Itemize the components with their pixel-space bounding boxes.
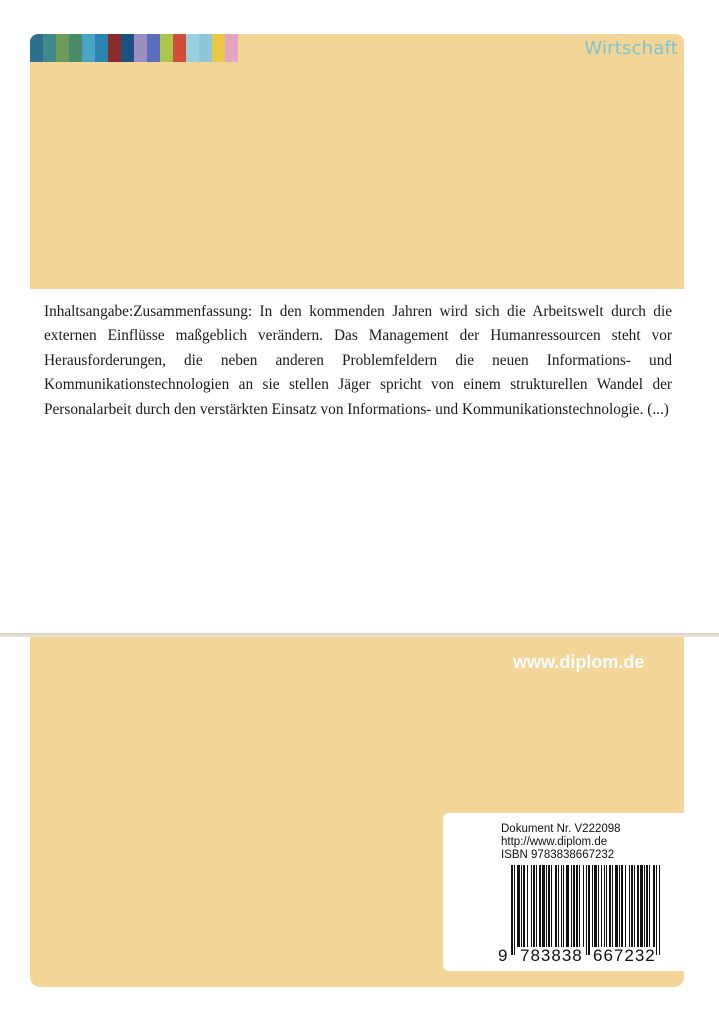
barcode-bar bbox=[583, 865, 584, 947]
barcode-bar bbox=[606, 865, 607, 947]
document-number: Dokument Nr. V222098 bbox=[501, 823, 621, 835]
color-stripe-bar bbox=[30, 34, 238, 62]
barcode-bar bbox=[527, 865, 528, 947]
color-stripe bbox=[82, 34, 95, 62]
cover-top-panel bbox=[30, 34, 684, 289]
barcode-bar bbox=[653, 865, 655, 947]
barcode-bar bbox=[637, 865, 639, 947]
color-stripe bbox=[199, 34, 212, 62]
barcode-bar bbox=[548, 865, 550, 947]
barcode-bar bbox=[656, 865, 657, 955]
barcode-bar bbox=[517, 865, 520, 947]
color-stripe bbox=[30, 34, 43, 62]
barcode-bar bbox=[594, 865, 597, 947]
barcode-bar bbox=[542, 865, 545, 947]
barcode-bar bbox=[625, 865, 626, 947]
barcode-bar bbox=[539, 865, 541, 947]
barcode-bar bbox=[612, 865, 613, 947]
barcode-bar bbox=[592, 865, 593, 947]
barcode-bar bbox=[576, 865, 578, 947]
barcode-bar bbox=[644, 865, 645, 947]
barcode-bar bbox=[604, 865, 605, 947]
color-stripe bbox=[225, 34, 238, 62]
barcode-bar bbox=[646, 865, 648, 947]
barcode-first-digit: 9 bbox=[498, 946, 509, 965]
document-url[interactable]: http://www.diplom.de bbox=[501, 836, 608, 848]
barcode-bar bbox=[546, 865, 547, 947]
barcode-bar bbox=[571, 865, 572, 947]
color-stripe bbox=[121, 34, 134, 62]
abstract-text: Inhaltsangabe:Zusammenfassung: In den kommenden Jahren wird sich die Arbeitswelt durch die externen Einflüsse maßgeblich verändern. Das Management der Humanressourcen steht vor Herausforderungen, die neben anderen Problemfeldern die neuen Informations- und Kommunikationstechnologien an sie stellen Jäger spricht von einem strukturellen Wandel der Personalarbeit durch den verstärkten Einsatz von Informations- und Kommunikationstechnologie. (...) bbox=[44, 303, 672, 418]
barcode-bar bbox=[561, 865, 562, 947]
color-stripe bbox=[56, 34, 69, 62]
barcode-bar bbox=[563, 865, 564, 947]
barcode-bar bbox=[573, 865, 575, 947]
barcode-bar bbox=[523, 865, 525, 947]
barcode-bar bbox=[588, 865, 590, 955]
barcode-bar bbox=[640, 865, 643, 947]
barcode-bar bbox=[536, 865, 537, 947]
color-stripe bbox=[43, 34, 56, 62]
barcode-bar bbox=[511, 865, 513, 955]
color-stripe bbox=[147, 34, 160, 62]
barcode-bar bbox=[609, 865, 611, 947]
color-stripe bbox=[186, 34, 199, 62]
barcode-left-digits: 783838 bbox=[520, 946, 583, 965]
barcode-bar bbox=[551, 865, 552, 947]
isbn-text: ISBN 9783838667232 bbox=[501, 849, 615, 861]
barcode-bar bbox=[634, 865, 635, 947]
color-stripe bbox=[173, 34, 186, 62]
barcode-bar bbox=[533, 865, 535, 947]
barcode-bar bbox=[586, 865, 587, 955]
color-stripe bbox=[134, 34, 147, 62]
barcode-bar bbox=[514, 865, 515, 955]
barcode-bar bbox=[619, 865, 620, 947]
barcode-bar bbox=[598, 865, 599, 947]
barcode-bar bbox=[601, 865, 602, 947]
barcode-right-digits: 667232 bbox=[593, 946, 656, 965]
isbn-label bbox=[443, 813, 689, 971]
color-stripe bbox=[108, 34, 121, 62]
barcode-bar bbox=[631, 865, 633, 947]
publisher-url[interactable]: www.diplom.de bbox=[513, 652, 645, 672]
barcode-bar bbox=[621, 865, 623, 947]
barcode-bar bbox=[521, 865, 522, 947]
barcode-bar bbox=[579, 865, 580, 947]
barcode-bar bbox=[615, 865, 618, 947]
barcode-bar bbox=[629, 865, 630, 947]
barcode-bar bbox=[531, 865, 532, 947]
barcode-bar bbox=[649, 865, 650, 947]
color-stripe bbox=[69, 34, 82, 62]
barcode-graphic bbox=[511, 865, 663, 957]
color-stripe bbox=[95, 34, 108, 62]
color-stripe bbox=[212, 34, 225, 62]
color-stripe bbox=[160, 34, 173, 62]
category-label: Wirtschaft bbox=[584, 38, 678, 59]
barcode-bar bbox=[566, 865, 569, 947]
barcode-bar bbox=[659, 865, 660, 955]
barcode-bar bbox=[555, 865, 557, 947]
barcode-bar bbox=[558, 865, 559, 947]
